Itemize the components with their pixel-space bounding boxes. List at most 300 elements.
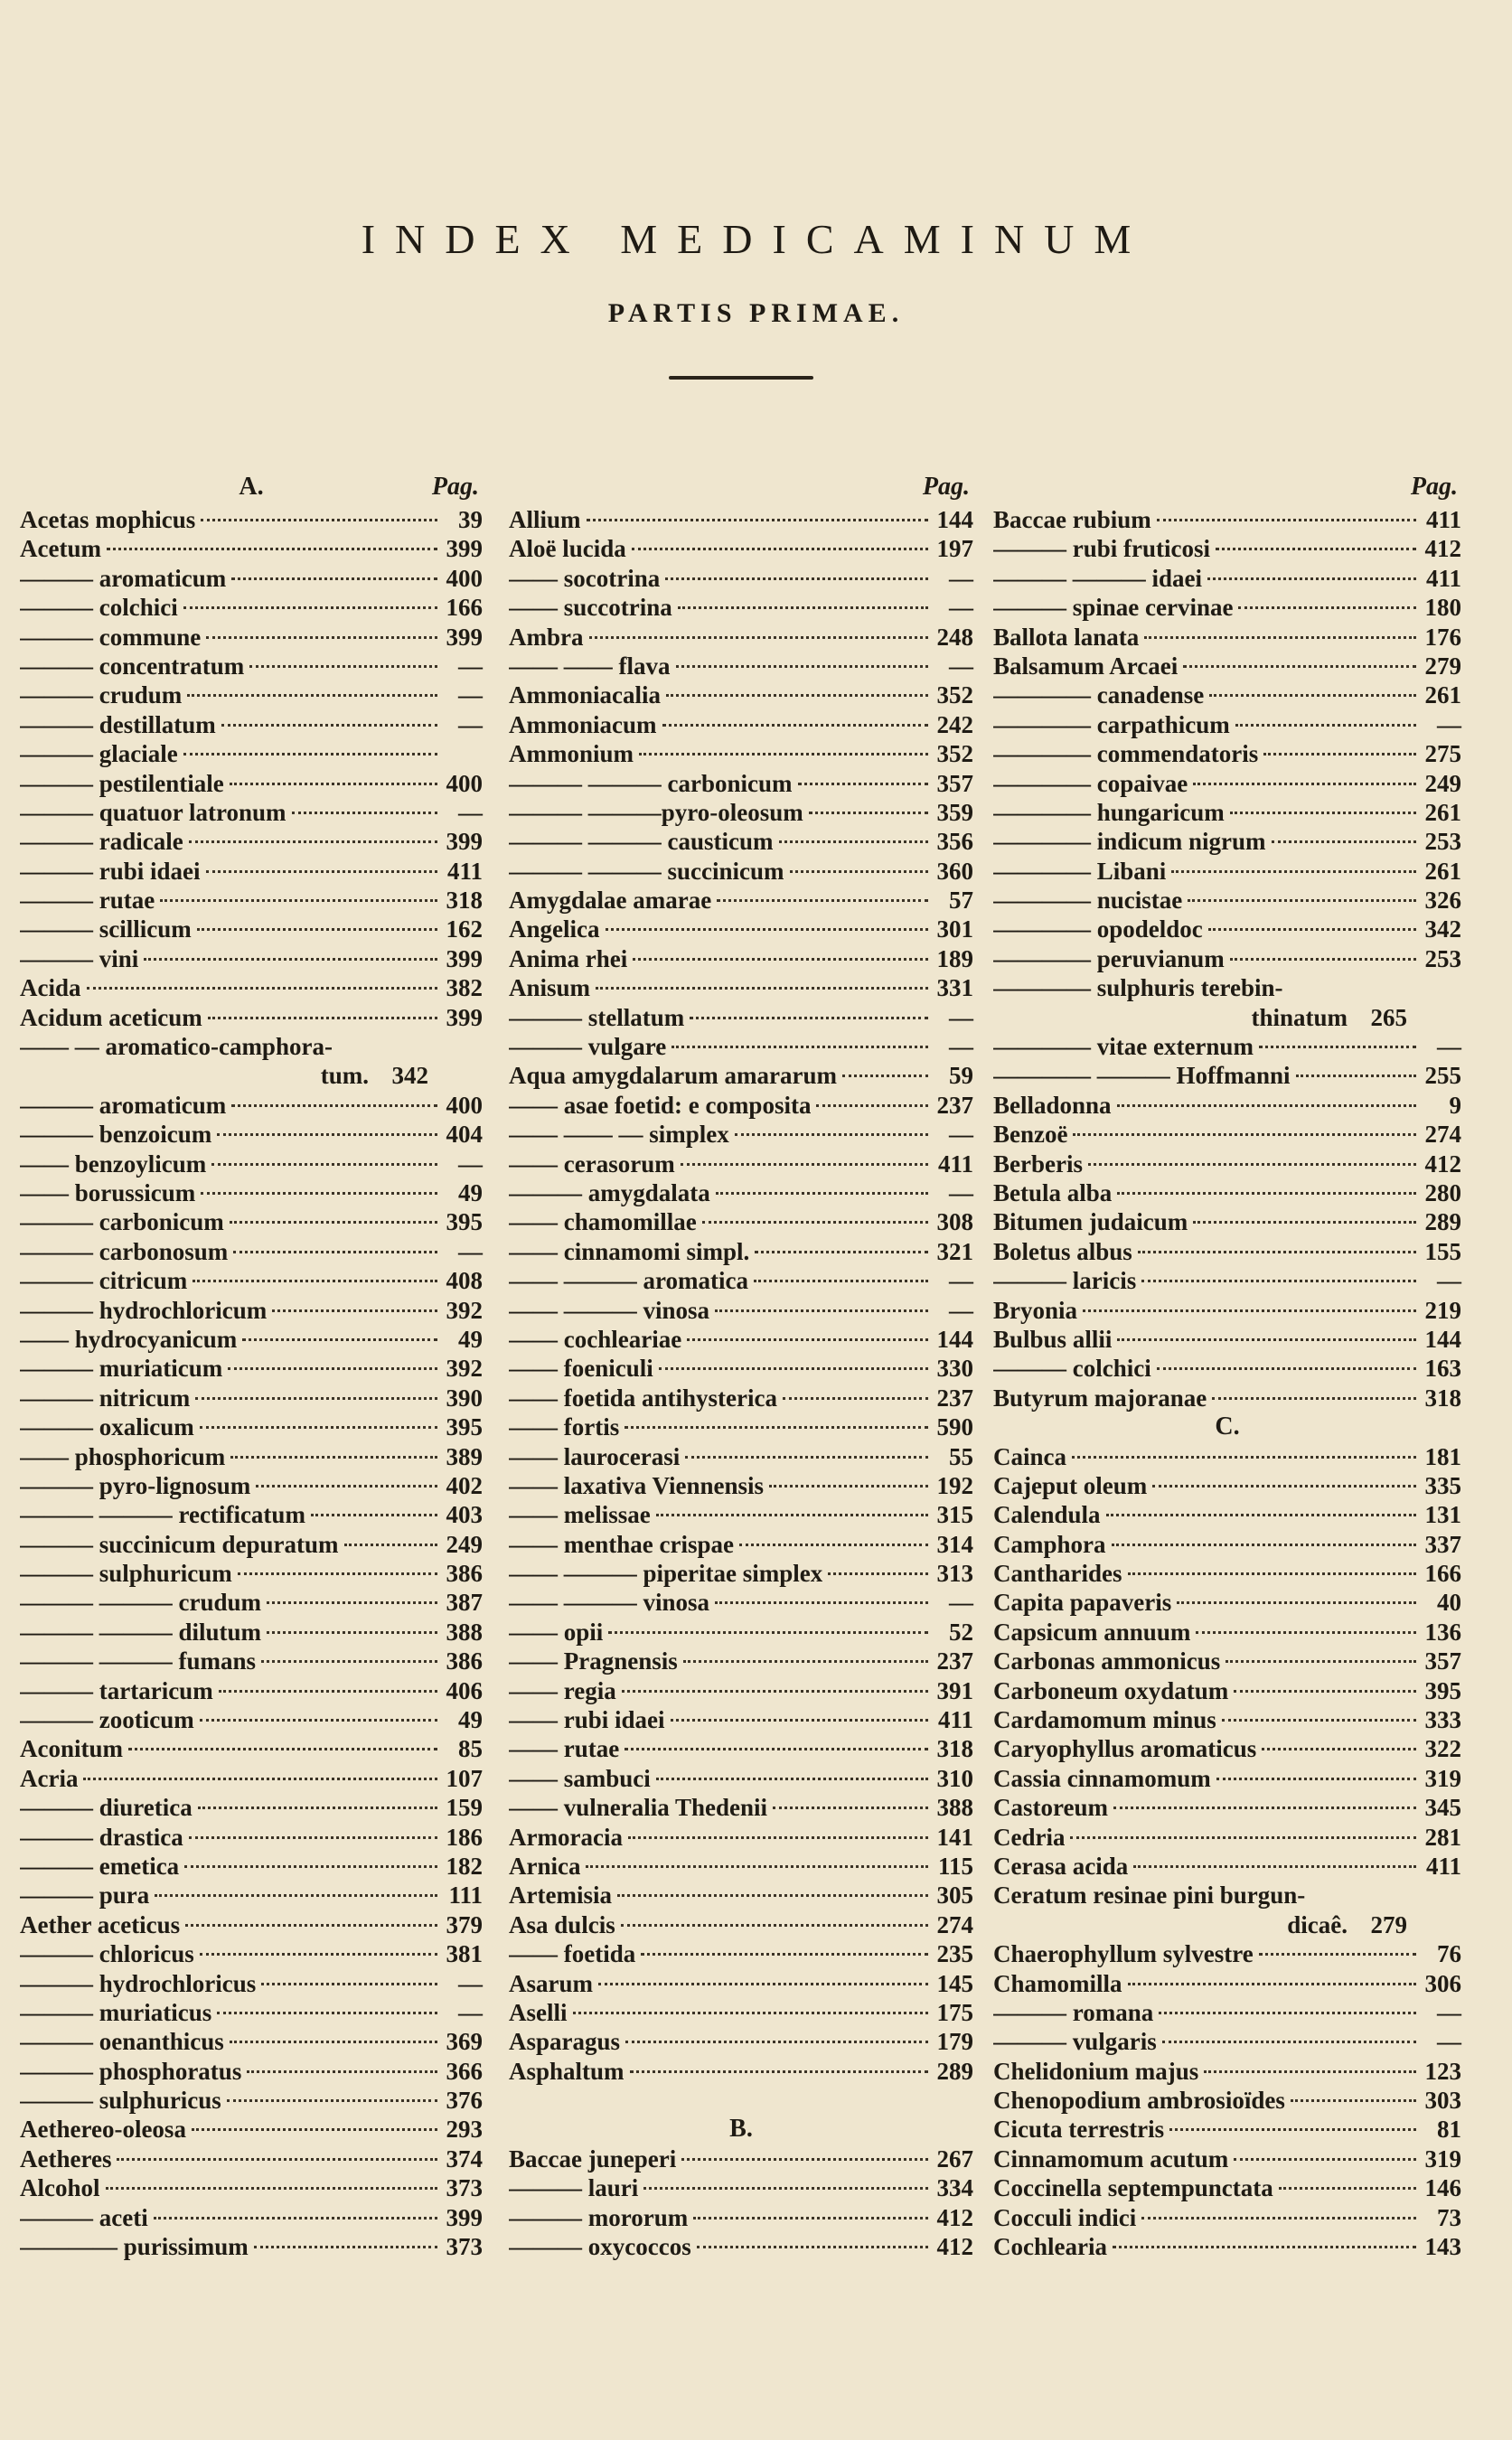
dot-leader: [1259, 1953, 1416, 1956]
page-number: 275: [1424, 740, 1461, 768]
page-number: 345: [1424, 1794, 1461, 1822]
entry-term: —— ——— aromatica: [509, 1267, 748, 1295]
dot-leader: [117, 2158, 437, 2161]
page-number: 253: [1424, 944, 1461, 972]
page-number: 356: [936, 828, 973, 856]
pag-label: Pag.: [922, 473, 970, 501]
index-entry: [509, 1588, 973, 1617]
page-number: 326: [1424, 887, 1461, 915]
page-number: —: [458, 1969, 483, 1997]
index-entry: [509, 2057, 973, 2086]
dot-leader: [1230, 958, 1416, 961]
entry-term: ——— ———pyro-oleosum: [509, 798, 803, 826]
dot-leader: [272, 1309, 437, 1312]
entry-term: ——— muriaticum: [20, 1355, 223, 1383]
index-entry: [509, 1500, 973, 1529]
page-number: 313: [936, 1560, 973, 1588]
index-entry: [993, 680, 1461, 709]
index-entry: [20, 1881, 483, 1910]
dot-leader: [1188, 899, 1416, 902]
page-number: 144: [936, 506, 973, 533]
dot-leader: [160, 899, 437, 902]
page-number: 386: [446, 1647, 483, 1675]
entry-term: Anima rhei: [509, 944, 628, 972]
index-entry: [20, 1852, 483, 1881]
entry-term: Acetas mophicus: [20, 506, 196, 533]
page-number: 49: [458, 1325, 483, 1353]
index-entry: [509, 652, 973, 680]
dot-leader: [779, 840, 929, 843]
index-entry: [993, 1150, 1461, 1178]
entry-term: —— vulneralia Thedenii: [509, 1794, 768, 1822]
entry-term: —— cerasorum: [509, 1150, 675, 1178]
page-number: 280: [1424, 1178, 1461, 1206]
page-number: 318: [936, 1735, 973, 1763]
entry-term: Acida: [20, 974, 81, 1002]
index-entry: [20, 1178, 483, 1207]
entry-term: ——— drastica: [20, 1823, 183, 1851]
entry-term: ——— ——— dilutum: [20, 1618, 262, 1646]
index-entry: [993, 1793, 1461, 1822]
page-number: 159: [446, 1794, 483, 1822]
entry-term: ———— sulphuris terebin-: [993, 974, 1283, 1002]
page-number: 399: [446, 535, 483, 563]
page-number: —: [458, 681, 483, 709]
entry-term: Allium: [509, 506, 581, 533]
entry-term: ——— aromaticum: [20, 564, 227, 592]
entry-term: ——— aromaticum: [20, 1091, 227, 1119]
index-entry: [509, 710, 973, 739]
page-number: 319: [1424, 2144, 1461, 2173]
page-number: 59: [949, 1062, 973, 1090]
page-number: —: [949, 564, 973, 592]
page-number: 399: [446, 828, 483, 856]
dot-leader: [1177, 1601, 1416, 1604]
dot-leader: [633, 958, 928, 961]
dot-leader: [242, 1338, 437, 1341]
index-entry: [20, 1061, 483, 1090]
index-entry: [509, 593, 973, 622]
index-entry: [20, 2144, 483, 2173]
index-entry: [20, 680, 483, 709]
index-entry: [20, 1969, 483, 1998]
page-number: 387: [446, 1589, 483, 1617]
dot-leader: [1157, 519, 1416, 521]
dot-leader: [1162, 2041, 1416, 2043]
entry-term: ———— carpathicum: [993, 710, 1230, 738]
dot-leader: [230, 783, 437, 785]
index-entry: [993, 2057, 1461, 2086]
index-entry: [509, 944, 973, 973]
dot-leader: [1272, 840, 1416, 843]
page-number: 279: [1370, 1910, 1407, 1938]
dot-leader: [587, 519, 928, 521]
page-number: 310: [936, 1764, 973, 1792]
page-number: 85: [458, 1735, 483, 1763]
dot-leader: [1106, 1514, 1416, 1516]
page-number: 253: [1424, 828, 1461, 856]
page-number: 189: [936, 944, 973, 972]
entry-term: Cinnamomum acutum: [993, 2144, 1229, 2173]
entry-term: Ceratum resinae pini burgun-: [993, 1882, 1306, 1910]
index-entry: [993, 1852, 1461, 1881]
index-entry: [509, 2203, 973, 2232]
dot-leader: [783, 1397, 928, 1400]
entry-term: —— — aromatico-camphora-: [20, 1033, 333, 1061]
dot-leader: [197, 928, 437, 931]
dot-leader: [221, 724, 437, 727]
entry-term: ———— nucistae: [993, 887, 1183, 915]
dot-leader: [261, 1983, 437, 1985]
entry-term: —— socotrina: [509, 564, 661, 592]
index-entry: [20, 1559, 483, 1588]
entry-term: —— menthae crispae: [509, 1530, 734, 1558]
entry-term: —— —— — simplex: [509, 1121, 729, 1149]
dot-leader: [233, 1251, 437, 1253]
index-entry: [993, 1881, 1461, 1910]
dot-leader: [1141, 1280, 1416, 1282]
dot-leader: [816, 1104, 928, 1107]
page-number: 301: [936, 915, 973, 943]
page-number: 337: [1424, 1530, 1461, 1558]
index-entry: [20, 1530, 483, 1559]
dot-leader: [1234, 2158, 1416, 2161]
index-entry: [20, 1998, 483, 2027]
index-entry: [20, 2057, 483, 2086]
index-entry: [20, 1705, 483, 1734]
dot-leader: [573, 2012, 929, 2014]
dot-leader: [625, 2041, 928, 2043]
index-entry: [20, 2173, 483, 2202]
page-number: 261: [1424, 857, 1461, 885]
entry-term: —— ——— piperitae simplex: [509, 1560, 823, 1588]
dot-leader: [1238, 606, 1416, 609]
entry-term: —— laurocerasi: [509, 1442, 681, 1470]
index-entry: [509, 1647, 973, 1675]
entry-term: Aconitum: [20, 1735, 123, 1763]
entry-term: —— chamomillae: [509, 1208, 697, 1236]
page-number: 39: [458, 506, 483, 533]
entry-term: ——— phosphoratus: [20, 2057, 242, 2085]
index-entry: [993, 1061, 1461, 1090]
index-entry: [20, 739, 483, 768]
page-number: 400: [446, 1091, 483, 1119]
index-entry: [509, 1091, 973, 1120]
index-entry: [20, 505, 483, 534]
page-number: 388: [936, 1794, 973, 1822]
index-entry: [20, 1091, 483, 1120]
page-number: 305: [936, 1882, 973, 1910]
page-number: 249: [446, 1530, 483, 1558]
dot-leader: [227, 2099, 437, 2102]
index-entry: [20, 1003, 483, 1032]
entry-term: Cerasa acida: [993, 1852, 1129, 1880]
entry-term: Amygdalae amarae: [509, 887, 712, 915]
page-number: 315: [936, 1501, 973, 1529]
entry-term: —— rubi idaei: [509, 1706, 665, 1734]
entry-term: Benzoë: [993, 1121, 1068, 1149]
dot-leader: [1193, 783, 1416, 785]
index-entry: [993, 1266, 1461, 1295]
dot-leader: [735, 1133, 928, 1136]
entry-term: Bulbus allii: [993, 1325, 1113, 1353]
page-number: 49: [458, 1706, 483, 1734]
entry-term: Ammoniacum: [509, 710, 657, 738]
index-entry: [993, 739, 1461, 768]
index-entry: [20, 944, 483, 973]
page-number: 382: [446, 974, 483, 1002]
entry-term: Chamomilla: [993, 1969, 1122, 1997]
index-entry: [993, 1910, 1461, 1939]
entry-term: Bitumen judaicum: [993, 1208, 1188, 1236]
index-column-1: [20, 473, 483, 2261]
dot-leader: [261, 1660, 437, 1663]
column-header: [993, 473, 1461, 505]
page-number: 162: [446, 915, 483, 943]
dot-leader: [1144, 636, 1416, 639]
dot-leader: [1296, 1075, 1416, 1077]
dot-leader: [1113, 2246, 1416, 2248]
dot-leader: [628, 1836, 928, 1839]
page-number: 357: [1424, 1647, 1461, 1675]
page-number: 141: [936, 1823, 973, 1851]
entry-term: —— melissae: [509, 1501, 651, 1529]
page-number: 395: [446, 1413, 483, 1441]
dot-leader: [211, 1163, 437, 1166]
entry-term: ——— diuretica: [20, 1794, 193, 1822]
index-entry: [20, 857, 483, 886]
page-number: 52: [949, 1618, 973, 1646]
index-entry: [20, 1939, 483, 1968]
dot-leader: [1117, 1192, 1416, 1195]
index-entry: [993, 1500, 1461, 1529]
index-entry: [509, 739, 973, 768]
index-entry: [509, 1296, 973, 1325]
index-entry: [509, 1032, 973, 1061]
dot-leader: [755, 1251, 928, 1253]
index-entry: [20, 1384, 483, 1412]
entry-term: ——— muriaticus: [20, 1998, 212, 2026]
entry-term: ———— peruvianum: [993, 944, 1225, 972]
entry-term: Aethereo-oleosa: [20, 2116, 186, 2144]
pag-label: Pag.: [1410, 473, 1458, 501]
index-entry: [20, 1150, 483, 1178]
index-entry: [993, 886, 1461, 915]
dot-leader: [1216, 548, 1416, 550]
index-entry: [20, 623, 483, 652]
entry-term: Ambra: [509, 623, 584, 651]
index-entry: [20, 1823, 483, 1852]
index-entry: [20, 710, 483, 739]
page-number: 289: [1424, 1208, 1461, 1236]
entry-term: ——— radicale: [20, 828, 183, 856]
dot-leader: [189, 1836, 437, 1839]
dot-leader: [201, 1192, 437, 1195]
page-number: —: [949, 1296, 973, 1324]
page-number: 395: [446, 1208, 483, 1236]
entry-term: —— foetida: [509, 1940, 636, 1968]
page-number: 366: [446, 2057, 483, 2085]
section-letter: A.: [239, 473, 264, 501]
page-number: 402: [446, 1471, 483, 1499]
entry-term: Cassia cinnamomum: [993, 1764, 1211, 1792]
entry-term: ——— hydrochloricus: [20, 1969, 257, 1997]
page-number: 57: [949, 887, 973, 915]
page-number: 143: [1424, 2233, 1461, 2261]
entry-term: Cedria: [993, 1823, 1066, 1851]
dot-leader: [155, 1894, 437, 1897]
dot-leader: [187, 694, 437, 697]
index-entry: [993, 1442, 1461, 1471]
dot-leader: [617, 1894, 928, 1897]
entry-term: Angelica: [509, 915, 600, 943]
entry-term: —— ——— vinosa: [509, 1589, 710, 1617]
page-number: 186: [446, 1823, 483, 1851]
index-entry: [20, 2203, 483, 2232]
entry-term: ——— oxycoccos: [509, 2233, 691, 2261]
page-number: 334: [936, 2174, 973, 2202]
page-number: 318: [446, 887, 483, 915]
entry-term: Berberis: [993, 1150, 1083, 1178]
column-header: [509, 473, 973, 505]
dot-leader: [1291, 2099, 1416, 2102]
dot-leader: [183, 753, 437, 755]
entry-term: Asa dulcis: [509, 1910, 615, 1938]
entry-term: ——— destillatum: [20, 710, 216, 738]
page-number: 373: [446, 2233, 483, 2261]
page-number: —: [458, 710, 483, 738]
page-number: 136: [1424, 1618, 1461, 1646]
index-entry: [993, 593, 1461, 622]
entry-term: ——— tartaricum: [20, 1676, 213, 1704]
dot-leader: [231, 1104, 437, 1107]
dot-leader: [228, 1367, 437, 1370]
entry-term: Camphora: [993, 1530, 1106, 1558]
entry-term: Arnica: [509, 1852, 581, 1880]
entry-term: Betula alba: [993, 1178, 1113, 1206]
entry-term: Cardamomum minus: [993, 1706, 1216, 1734]
page-number: 352: [936, 740, 973, 768]
entry-term: Aetheres: [20, 2144, 112, 2173]
entry-term: ——— carbonicum: [20, 1208, 224, 1236]
index-entry: [993, 1207, 1461, 1236]
page-number: 163: [1424, 1355, 1461, 1383]
index-entry: [509, 973, 973, 1002]
page-number: 389: [446, 1442, 483, 1470]
dot-leader: [154, 2217, 437, 2219]
dot-leader: [230, 1456, 437, 1459]
page-number: 306: [1424, 1969, 1461, 1997]
page-number: 333: [1424, 1706, 1461, 1734]
entry-term: —— rutae: [509, 1735, 620, 1763]
page-number: 55: [949, 1442, 973, 1470]
page-number: —: [1437, 2028, 1461, 2056]
index-entry: [993, 1178, 1461, 1207]
dot-leader: [238, 1572, 437, 1575]
entry-term: Cochlearia: [993, 2233, 1107, 2261]
index-entry: [20, 1500, 483, 1529]
entry-term: ——— spinae cervinae: [993, 594, 1234, 622]
index-entry: [993, 1823, 1461, 1852]
dot-leader: [622, 1690, 928, 1693]
decorative-rule: [669, 376, 813, 380]
index-entry: [993, 1237, 1461, 1266]
page-number: 115: [937, 1852, 973, 1880]
index-entry: [993, 857, 1461, 886]
index-entry: [509, 1442, 973, 1471]
index-entry: [993, 1354, 1461, 1383]
index-entry: [509, 1998, 973, 2027]
page-number: 146: [1424, 2174, 1461, 2202]
page-number: —: [949, 1267, 973, 1295]
entry-term: ——— succinicum depuratum: [20, 1530, 339, 1558]
page-number: 308: [936, 1208, 973, 1236]
dot-leader: [671, 1719, 928, 1722]
index-entry: [20, 769, 483, 798]
entry-term: ——— ——— rectificatum: [20, 1501, 305, 1529]
entry-term: —— cochleariae: [509, 1325, 682, 1353]
dot-leader: [206, 870, 437, 873]
page-number: 381: [446, 1940, 483, 1968]
entry-term: ——— commune: [20, 623, 202, 651]
dot-leader: [230, 1221, 437, 1224]
page-number: —: [1437, 1267, 1461, 1295]
page-number: —: [949, 594, 973, 622]
page-number: —: [458, 1998, 483, 2026]
entry-term: Aqua amygdalarum amararum: [509, 1062, 837, 1090]
dot-leader: [200, 1719, 437, 1722]
index-entry: [993, 1734, 1461, 1763]
entry-term: Anisum: [509, 974, 591, 1002]
entry-term: —— ——— vinosa: [509, 1296, 710, 1324]
entry-term: ——— vulgaris: [993, 2028, 1157, 2056]
page-number: 145: [936, 1969, 973, 1997]
page-number: 369: [446, 2028, 483, 2056]
page-number: 412: [1424, 1150, 1461, 1178]
index-entry: [993, 1559, 1461, 1588]
index-entry: [993, 1091, 1461, 1120]
entry-term: —— phosphoricum: [20, 1442, 226, 1470]
page-number: 412: [1424, 535, 1461, 563]
index-entry: [993, 505, 1461, 534]
page-number: 49: [458, 1178, 483, 1206]
entry-term: ——— ——— crudum: [20, 1589, 262, 1617]
index-entry: [993, 710, 1461, 739]
index-entry: [509, 1354, 973, 1383]
page-number: 411: [1425, 1852, 1461, 1880]
entry-term: tum.: [320, 1062, 369, 1090]
dot-leader: [715, 1309, 928, 1312]
dot-leader: [598, 1983, 928, 1985]
index-entry: [20, 1471, 483, 1500]
entry-list: [509, 505, 973, 2261]
dot-leader: [128, 1748, 437, 1750]
page-number: 261: [1424, 681, 1461, 709]
dot-leader: [200, 1953, 437, 1956]
page-number: 9: [1449, 1091, 1461, 1119]
index-entry: [993, 534, 1461, 563]
page-number: 399: [446, 623, 483, 651]
page-number: 111: [448, 1882, 483, 1910]
entry-term: Carbonas ammonicus: [993, 1647, 1221, 1675]
page-number: —: [949, 1589, 973, 1617]
index-entry: [509, 623, 973, 652]
entry-term: ——— benzoicum: [20, 1121, 212, 1149]
page-number: 192: [936, 1471, 973, 1499]
index-entry: [20, 534, 483, 563]
index-entry: [993, 915, 1461, 943]
page-number: 342: [1424, 915, 1461, 943]
